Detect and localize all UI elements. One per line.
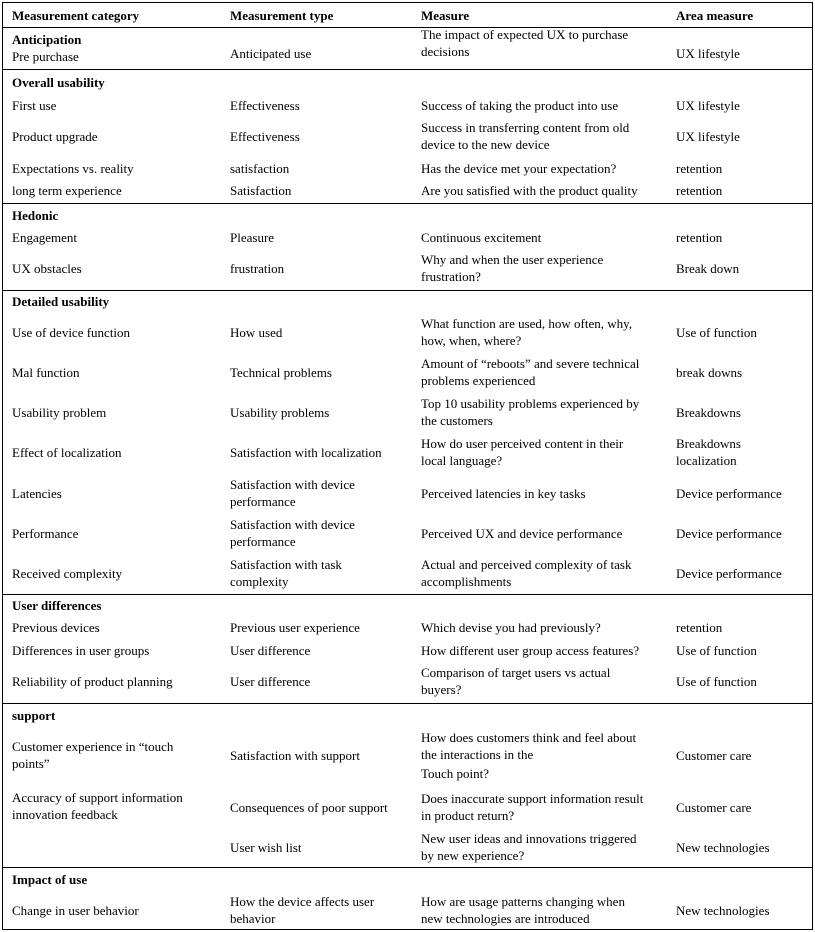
cell-area: New technologies: [676, 839, 770, 855]
section-title: Detailed usability: [12, 294, 110, 309]
cell-type: Technical problems: [230, 364, 332, 380]
cell-measure: Are you satisfied with the product quality: [421, 182, 638, 198]
table-row: [3, 434, 812, 470]
cell-area: Use of function: [676, 324, 757, 340]
header-measurement-type: Measurement type: [230, 7, 334, 23]
cell-area: Use of function: [676, 673, 757, 689]
cell-category: Previous devices: [12, 619, 100, 635]
cell-area: New technologies: [676, 902, 770, 918]
cell-type: Previous user experience: [230, 619, 360, 635]
cell-type: How used: [230, 324, 283, 340]
cell-measure: How are usage patterns changing when new technologies are introduced: [421, 894, 625, 926]
cell-category: Latencies: [12, 485, 62, 501]
table-row: [3, 639, 812, 661]
table-row: [3, 118, 812, 154]
table-row: [3, 157, 812, 179]
section-title: Overall usability: [12, 75, 105, 90]
divider: [3, 867, 812, 868]
cell-area: Breakdowns: [676, 404, 741, 420]
cell-type: Satisfaction: [230, 182, 292, 198]
cell-category: Differences in user groups: [12, 642, 150, 658]
cell-area: Customer care: [676, 799, 752, 815]
table-row: [3, 829, 812, 865]
table-header-row: [3, 3, 812, 27]
table-row: [3, 94, 812, 116]
divider: [3, 290, 812, 291]
cell-type: How the device affects user behavior: [230, 894, 375, 926]
cell-measure: Has the device met your expectation?: [421, 160, 617, 176]
cell-category: [12, 829, 222, 865]
section-title: support: [12, 708, 56, 723]
section-title: Hedonic: [12, 208, 59, 223]
table-row: [3, 616, 812, 638]
measurement-table: [2, 2, 813, 930]
cell-area: Use of function: [676, 642, 757, 658]
cell-type: Effectiveness: [230, 97, 300, 113]
cell-category: Expectations vs. reality: [12, 160, 134, 176]
cell-type: Usability problems: [230, 404, 330, 420]
cell-measure: What function are used, how often, why, how, when, where?: [421, 316, 633, 348]
table-row: [3, 475, 812, 511]
cell-area: retention: [676, 619, 723, 635]
table-row: [3, 892, 812, 928]
table-row: [3, 515, 812, 551]
cell-category: Usability problem: [12, 404, 107, 420]
table-row: [3, 179, 812, 201]
header-measurement-category: Measurement category: [12, 7, 140, 23]
cell-category: long term experience: [12, 182, 122, 198]
table-row: [3, 663, 812, 699]
cell-measure: Success of taking the product into use: [421, 97, 619, 113]
cell-area: Customer care: [676, 747, 752, 763]
divider: [3, 203, 812, 204]
cell-area: UX lifestyle: [676, 128, 740, 144]
cell-category: Engagement: [12, 229, 77, 245]
table-row: [3, 789, 812, 825]
cell-area: UX lifestyle: [676, 45, 740, 61]
divider: [3, 703, 812, 704]
cell-area: Device performance: [676, 485, 782, 501]
section-title: User differences: [12, 598, 102, 613]
header-measure: Measure: [421, 7, 470, 23]
cell-type: User difference: [230, 642, 311, 658]
cell-measure: Actual and perceived complexity of task accomplishments: [421, 557, 632, 589]
table-row: [3, 314, 812, 350]
cell-measure: Amount of “reboots” and severe technical problems experienced: [421, 356, 640, 388]
table-row: [3, 394, 812, 430]
cell-area: retention: [676, 229, 723, 245]
cell-type: frustration: [230, 260, 285, 276]
cell-measure: How do user perceived content in their local language?: [421, 436, 624, 468]
cell-type: Satisfaction with device performance: [230, 517, 355, 549]
cell-type: Effectiveness: [230, 128, 300, 144]
table-row: [3, 250, 812, 286]
divider: [3, 27, 812, 28]
cell-measure: Perceived latencies in key tasks: [421, 485, 586, 501]
table-row: [3, 729, 812, 781]
cell-type: Anticipated use: [230, 45, 312, 61]
cell-area: retention: [676, 182, 723, 198]
cell-measure: The impact of expected UX to purchase decisions: [421, 27, 629, 59]
cell-area: Device performance: [676, 565, 782, 581]
divider: [3, 594, 812, 595]
cell-category: Received complexity: [12, 565, 123, 581]
cell-category: First use: [12, 97, 57, 113]
cell-measure: Top 10 usability problems experienced by the customers: [421, 396, 640, 428]
cell-type: Pleasure: [230, 229, 275, 245]
table-row: [3, 555, 812, 591]
cell-type: Satisfaction with localization: [230, 444, 382, 460]
cell-category: Pre purchase: [12, 49, 79, 64]
cell-type: Consequences of poor support: [230, 799, 388, 815]
section-title: Impact of use: [12, 872, 88, 887]
cell-area: Breakdowns localization: [676, 436, 741, 468]
cell-type: satisfaction: [230, 160, 290, 176]
cell-area: break downs: [676, 364, 743, 380]
table-row: [3, 226, 812, 248]
cell-area: Break down: [676, 260, 740, 276]
cell-category: Mal function: [12, 364, 80, 380]
cell-area: UX lifestyle: [676, 97, 740, 113]
cell-measure: How different user group access features?: [421, 642, 640, 658]
divider: [3, 69, 812, 70]
cell-category: UX obstacles: [12, 260, 82, 276]
cell-type: Satisfaction with device performance: [230, 477, 355, 509]
cell-category: Change in user behavior: [12, 902, 139, 918]
cell-type: User wish list: [230, 839, 302, 855]
cell-area: retention: [676, 160, 723, 176]
cell-category: Customer experience in “touch points”: [12, 739, 174, 771]
section-title: Anticipation: [12, 32, 82, 47]
cell-type: Satisfaction with task complexity: [230, 557, 342, 589]
cell-measure: Which devise you had previously?: [421, 619, 601, 635]
cell-measure: Why and when the user experience frustration?: [421, 252, 604, 284]
cell-category: Product upgrade: [12, 128, 98, 144]
cell-measure: Comparison of target users vs actual buyers?: [421, 665, 611, 697]
cell-category: Performance: [12, 525, 79, 541]
cell-category: Reliability of product planning: [12, 673, 173, 689]
cell-category: Accuracy of support information innovation feedback: [12, 790, 183, 822]
cell-area: Device performance: [676, 525, 782, 541]
cell-category: Use of device function: [12, 324, 131, 340]
cell-type: Satisfaction with support: [230, 747, 360, 763]
cell-measure: New user ideas and innovations triggered by new experience?: [421, 831, 637, 863]
cell-measure: Continuous excitement: [421, 229, 542, 245]
cell-measure: How does customers think and feel about the interactions in the Touch point?: [421, 729, 637, 781]
cell-measure: Does inaccurate support information result in product return?: [421, 791, 644, 823]
cell-type: User difference: [230, 673, 311, 689]
cell-measure: Success in transferring content from old device to the new device: [421, 120, 630, 152]
table-row: [3, 354, 812, 390]
header-area-measure: Area measure: [676, 7, 754, 23]
cell-measure: Perceived UX and device performance: [421, 525, 623, 541]
cell-category: Effect of localization: [12, 444, 122, 460]
